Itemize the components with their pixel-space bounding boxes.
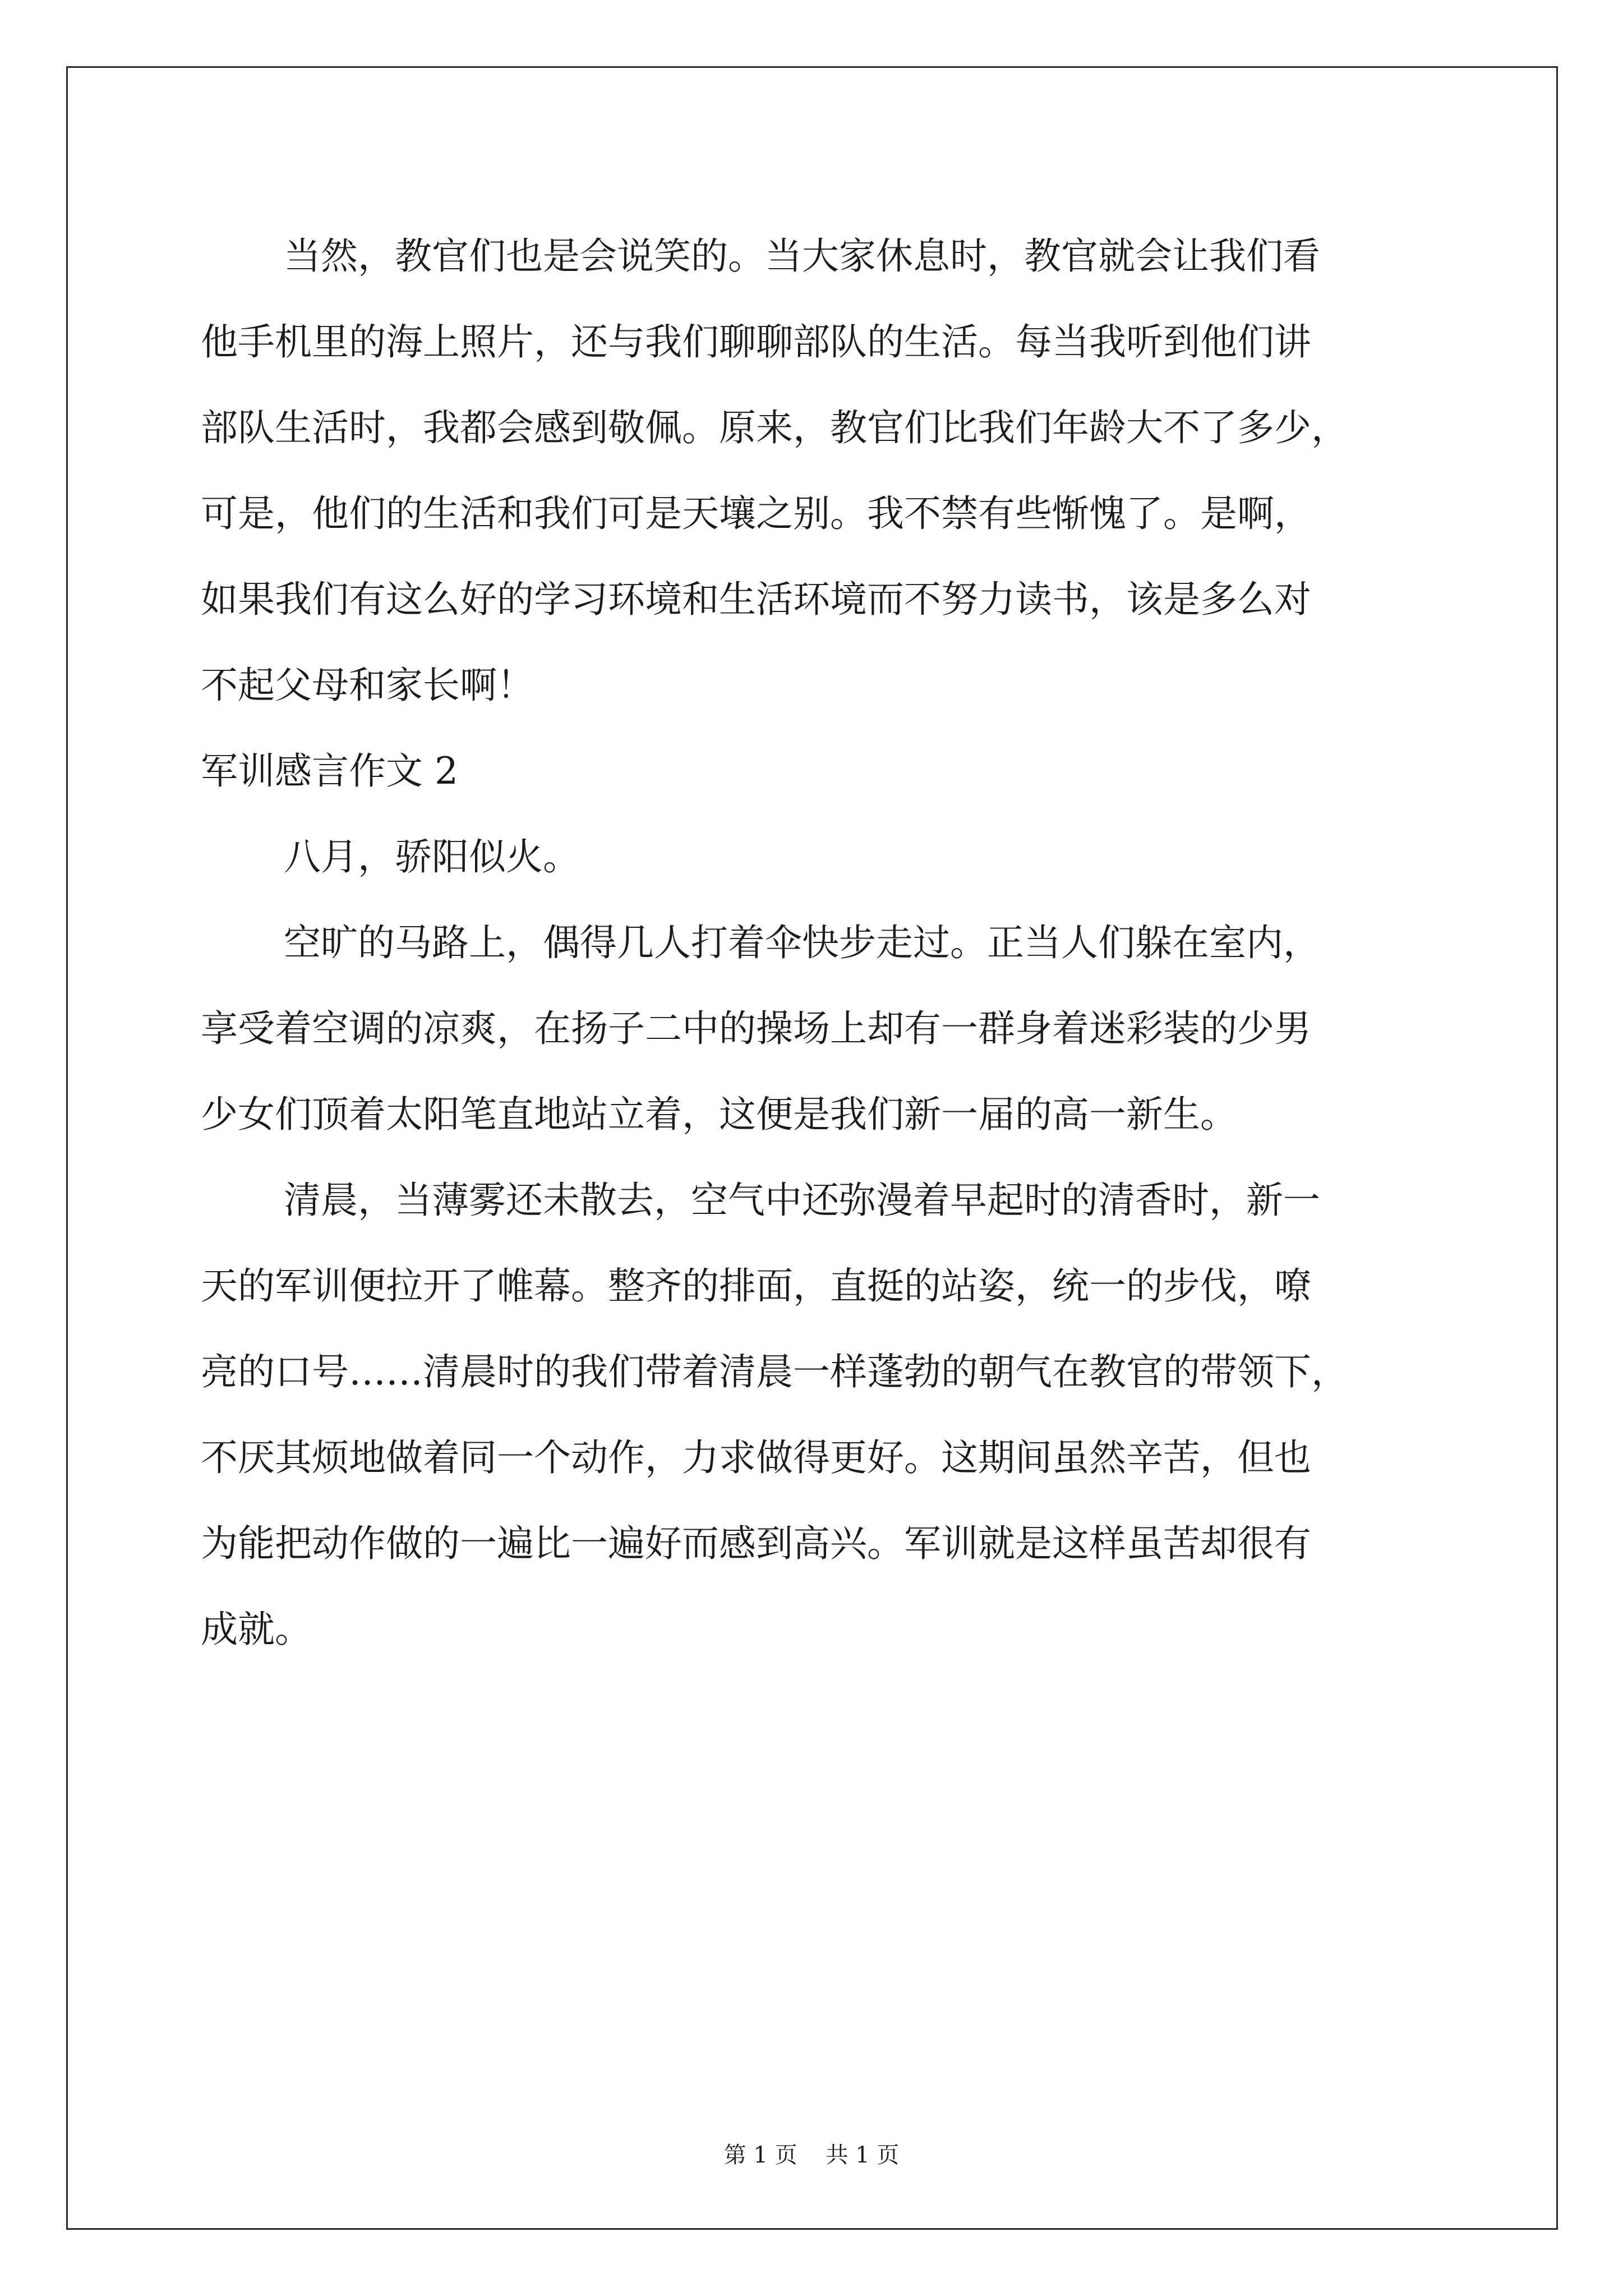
paragraph-line: 如果我们有这么好的学习环境和生活环境而不努力读书，该是多么对 bbox=[201, 578, 1311, 621]
paragraph-line: 成就。 bbox=[201, 1608, 312, 1651]
paragraph-line: 空旷的马路上，偶得几人打着伞快步走过。正当人们躲在室内， bbox=[284, 921, 1320, 964]
section-heading: 军训感言作文 2 bbox=[201, 749, 458, 793]
paragraph-line: 少女们顶着太阳笔直地站立着，这便是我们新一届的高一新生。 bbox=[201, 1093, 1237, 1136]
paragraph-line: 不厌其烦地做着同一个动作，力求做得更好。这期间虽然辛苦，但也 bbox=[201, 1436, 1311, 1479]
paragraph-line: 他手机里的海上照片，还与我们聊聊部队的生活。每当我听到他们讲 bbox=[201, 320, 1311, 364]
paragraph-line: 八月，骄阳似火。 bbox=[284, 835, 580, 878]
page-footer: 第 1 页 共 1 页 bbox=[723, 2142, 900, 2168]
paragraph-line: 当然，教官们也是会说笑的。当大家休息时，教官就会让我们看 bbox=[284, 234, 1320, 278]
paragraph-line: 部队生活时，我都会感到敬佩。原来，教官们比我们年龄大不了多少， bbox=[201, 406, 1348, 449]
document-body bbox=[201, 213, 1457, 1672]
paragraph-line: 享受着空调的凉爽，在扬子二中的操场上却有一群身着迷彩装的少男 bbox=[201, 1007, 1311, 1050]
paragraph-line: 清晨，当薄雾还未散去，空气中还弥漫着早起时的清香时，新一 bbox=[284, 1179, 1320, 1222]
paragraph-line: 不起父母和家长啊！ bbox=[201, 664, 534, 707]
paragraph-line: 为能把动作做的一遍比一遍好而感到高兴。军训就是这样虽苦却很有 bbox=[201, 1522, 1311, 1565]
paragraph-line: 亮的口号……清晨时的我们带着清晨一样蓬勃的朝气在教官的带领下， bbox=[201, 1350, 1348, 1393]
paragraph-line: 可是，他们的生活和我们可是天壤之别。我不禁有些惭愧了。是啊， bbox=[201, 492, 1311, 535]
paragraph-line: 天的军训便拉开了帷幕。整齐的排面，直挺的站姿，统一的步伐，嘹 bbox=[201, 1264, 1311, 1308]
